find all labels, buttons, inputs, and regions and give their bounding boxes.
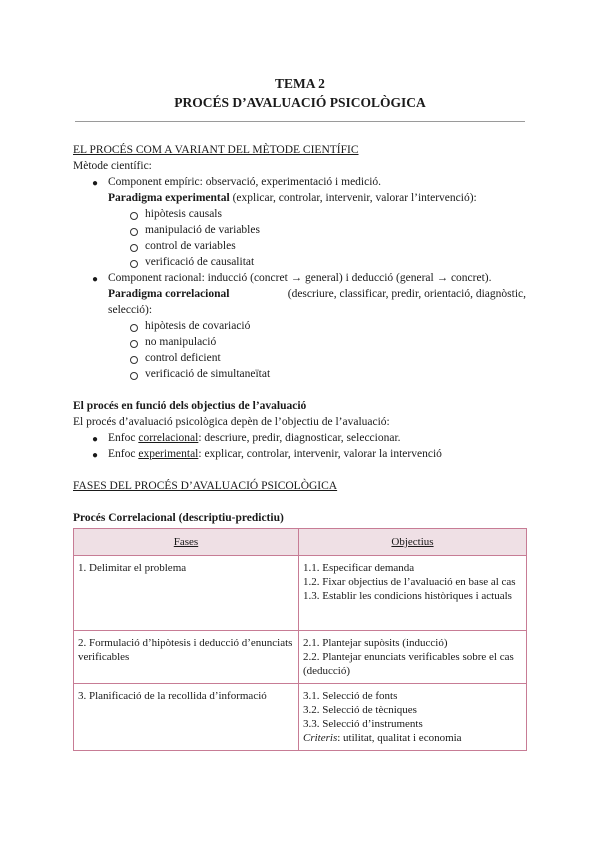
list-item: control de variables [145, 240, 236, 252]
table-header-row [74, 529, 527, 556]
bullet-icon: ● [92, 178, 99, 189]
objectiu-item: 2.1. Plantejar supòsits (inducció) [303, 637, 448, 649]
enfoc-desc: : explicar, controlar, intervenir, valorar la intervenció [198, 448, 442, 460]
circle-bullet-icon [130, 260, 138, 268]
objectiu-item: 3.1. Selecció de fonts [303, 690, 398, 702]
enfoc-experimental [108, 448, 442, 460]
fase-cell: 2. Formulació d’hipòtesis i deducció d’enunciats verificables [74, 631, 299, 684]
paradigm-correlacional [108, 288, 526, 300]
enfoc-prefix: Enfoc [108, 448, 139, 460]
table-row [74, 631, 527, 684]
bullet-icon: ● [92, 434, 99, 445]
criteris-text: : utilitat, qualitat i economia [337, 732, 462, 744]
list-item: hipòtesis de covariació [145, 320, 251, 332]
circle-bullet-icon [130, 212, 138, 220]
racional-component: Component racional: inducció (concret → general) i deducció (general → concret). [108, 272, 492, 284]
paradigm-correlacional-label: Paradigma correlacional [108, 288, 230, 300]
objectius-cell [299, 631, 527, 684]
bullet-icon: ● [92, 450, 99, 461]
title-divider [75, 121, 525, 122]
criteris-label: Criteris [303, 732, 338, 744]
circle-bullet-icon [130, 356, 138, 364]
empiric-component: Component empíric: observació, experimentació i medició. [108, 176, 382, 188]
phases-table [73, 528, 527, 751]
circle-bullet-icon [130, 228, 138, 236]
objectiu-item: 3.2. Selecció de tècniques [303, 704, 417, 716]
circle-bullet-icon [130, 372, 138, 380]
list-item: verificació de simultaneïtat [145, 368, 271, 380]
fase-cell: 1. Delimitar el problema [74, 556, 299, 631]
table-row [74, 684, 527, 751]
table-caption: Procés Correlacional (descriptiu-predictiu) [73, 512, 284, 524]
page-title: TEMA 2 [275, 76, 325, 91]
objectiu-item: 2.2. Plantejar enunciats verificables sobre el cas (deducció) [303, 651, 514, 677]
paradigm-experimental-label: Paradigma experimental [108, 192, 230, 204]
page-subtitle: PROCÉS D’AVALUACIÓ PSICOLÒGICA [174, 95, 426, 110]
paradigm-experimental-desc: (explicar, controlar, intervenir, valorar l’intervenció): [229, 192, 477, 204]
column-header-objectius: Objectius [299, 529, 527, 556]
fase-cell: 3. Planificació de la recollida d’informació [74, 684, 299, 751]
enfoc-desc: : descriure, predir, diagnosticar, seleccionar. [198, 432, 401, 444]
bullet-icon: ● [92, 274, 99, 285]
objectiu-item: 1.2. Fixar objectius de l’avaluació en base al cas [303, 576, 516, 588]
circle-bullet-icon [130, 340, 138, 348]
circle-bullet-icon [130, 324, 138, 332]
section-heading-fases: FASES DEL PROCÉS D’AVALUACIÓ PSICOLÒGICA [73, 480, 338, 492]
paradigm-experimental [108, 192, 477, 204]
section-heading-objectius: El procés en funció dels objectius de l’avaluació [73, 400, 307, 412]
enfoc-prefix: Enfoc [108, 432, 139, 444]
intro-metode: Mètode científic: [73, 160, 152, 172]
circle-bullet-icon [130, 244, 138, 252]
enfoc-term: correlacional [138, 432, 199, 444]
list-item: control deficient [145, 352, 221, 364]
list-item: manipulació de variables [145, 224, 260, 236]
objectiu-item: 1.1. Especificar demanda [303, 562, 415, 574]
intro-objectius: El procés d’avaluació psicològica depèn de l’objectiu de l’avaluació: [73, 416, 390, 428]
paradigm-correlacional-desc: (descriure, classificar, predir, orientació, diagnòstic, [287, 288, 526, 300]
list-item: verificació de causalitat [145, 256, 255, 268]
objectiu-item: 1.3. Establir les condicions històriques i actuals [303, 590, 512, 602]
paradigm-correlacional-desc-2: selecció): [108, 304, 153, 316]
section-heading-metode: EL PROCÉS COM A VARIANT DEL MÈTODE CIENTÍFIC [73, 144, 359, 156]
column-header-fases: Fases [74, 529, 299, 556]
table-row [74, 556, 527, 631]
enfoc-correlacional [108, 432, 401, 444]
objectius-cell [299, 556, 527, 631]
objectius-cell [299, 684, 527, 751]
list-item: hipòtesis causals [145, 208, 222, 220]
enfoc-term: experimental [138, 448, 199, 460]
list-item: no manipulació [145, 336, 217, 348]
objectiu-item: 3.3. Selecció d’instruments [303, 718, 423, 730]
criteris-line [303, 731, 521, 745]
